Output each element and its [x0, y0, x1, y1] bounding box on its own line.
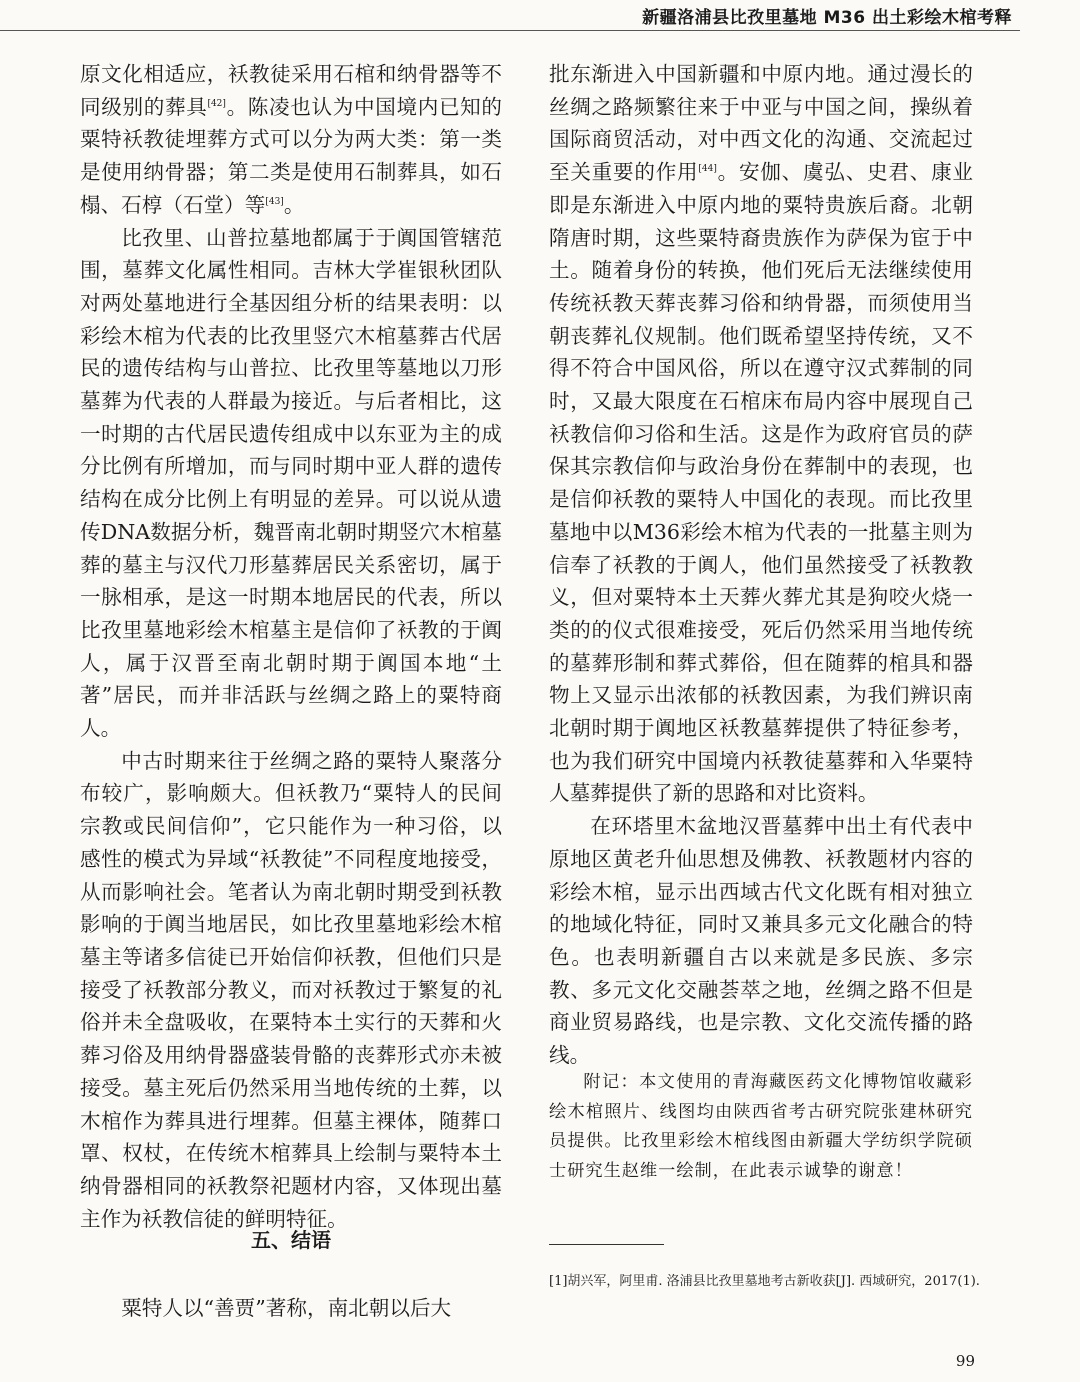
page-number: 99: [955, 1352, 975, 1370]
footnote: [1]胡兴军，阿里甫. 洛浦县比孜里墓地考古新收获[J]. 西域研究，2017(1).: [549, 1274, 980, 1289]
left-paragraph-2: 比孜里、山普拉墓地都属于于阗国管辖范围，墓葬文化属性相同。吉林大学崔银秋团队对两处墓地进行全基因组分析的结果表明：以彩绘木棺为代表的比孜里竖穴木棺墓葬古代居民的遗传结构与山普拉、比孜里等墓地以刀形墓葬为代表的人群最为接近。与后者相比，这一时期的古代居民遗传组成中以东亚为主的成分比例有所增加，而与同时期中亚人群的遗传结构在成分比例上有明显的差异。可以说从遗传DNA数据分析，魏晋南北朝时期竖穴木棺墓葬的墓主与汉代刀形墓葬居民关系密切，属于一脉相承，是这一时期本地居民的代表，所以比孜里墓地彩绘木棺墓主是信仰了袄教的于阗人，属于汉晋至南北朝时期于阗国本地“土著”居民，而并非活跃与丝绸之路上的粟特商人。: [80, 225, 502, 741]
paragraph-text: 。: [283, 192, 305, 217]
right-column: [549, 58, 973, 1072]
paragraph-text: 批东渐进入中国新疆和中原内地。通过漫长的丝绸之路频繁往来于中亚与中国之间，操纵着国际商贸活动，对中西文化的沟通、交流起过至关重要的作用: [549, 62, 973, 185]
citation-ref: [44]: [698, 164, 717, 175]
left-paragraph-3: 中古时期来往于丝绸之路的粟特人聚落分布较广，影响颇大。但袄教乃“粟特人的民间宗教或民间信仰”，它只能作为一种习俗，以感性的模式为异域“袄教徒”不同程度地接受，从而影响社会。笔者认为南北朝时期受到袄教影响的于阗当地居民，如比孜里墓地彩绘木棺墓主等诸多信徒已开始信仰袄教，但他们只是接受了袄教部分教义，而对袄教过于繁复的礼俗并未全盘吸收，在粟特本土实行的天葬和火葬习俗及用纳骨器盛装骨骼的丧葬形式亦未被接受。墓主死后仍然采用当地传统的土葬，以木棺作为葬具进行埋葬。但墓主裸体，随葬口罩、权杖，在传统木棺葬具上绘制与粟特本土纳骨器相同的袄教祭祀题材内容，又体现出墓主作为袄教信徒的鲜明特征。: [80, 748, 502, 1231]
running-title: 新疆洛浦县比孜里墓地 M36 出土彩绘木棺考释: [642, 8, 1012, 28]
header-rule: [0, 30, 1020, 31]
acknowledgement-note: 附记：本文使用的青海藏医药文化博物馆收藏彩绘木棺照片、线图均由陕西省考古研究院张建林研究员提供。比孜里彩绘木棺线图由新疆大学纺织学院硕士研究生赵维一绘制，在此表示诚挚的谢意！: [549, 1072, 973, 1181]
left-paragraph-4-container: [80, 1292, 502, 1325]
right-paragraph-2: 在环塔里木盆地汉晋墓葬中出土有代表中原地区黄老升仙思想及佛教、袄教题材内容的彩绘木棺，显示出西域古代文化既有相对独立的地域化特征，同时又兼具多元文化融合的特色。也表明新疆自古以来就是多民族、多宗教、多元文化交融荟萃之地，丝绸之路不但是商业贸易路线，也是宗教、文化交流传播的路线。: [549, 814, 973, 1068]
paragraph-text: 。安伽、虞弘、史君、康业即是东渐进入中原内地的粟特贵族后裔。北朝隋唐时期，这些粟特裔贵族作为萨保为宦于中土。随着身份的转换，他们死后无法继续使用传统袄教天葬丧葬习俗和纳骨器，而须使用当朝丧葬礼仪规制。他们既希望坚持传统，又不得不符合中国风俗，所以在遵守汉式葬制的同时，又最大限度在石棺床布局内容中展现自己袄教信仰习俗和生活。这是作为政府官员的萨保其宗教信仰与政治身份在葬制中的表现，也是信仰袄教的粟特人中国化的表现。而比孜里墓地中以M36彩绘木棺为代表的一批墓主则为信奉了袄教的于阗人，他们虽然接受了袄教教义，但对粟特本土天葬火葬尤其是狗咬火烧一类的的仪式很难接受，死后仍然采用当地传统的墓葬形制和葬式葬俗，但在随葬的棺具和器物上又显示出浓郁的袄教因素，为我们辨识南北朝时期于阗地区袄教墓葬提供了特征参考，也为我们研究中国境内袄教徒墓葬和入华粟特人墓葬提供了新的思路和对比资料。: [549, 160, 974, 806]
section-heading-conclusion: 五、结语: [251, 1228, 331, 1252]
citation-ref: [43]: [265, 196, 284, 207]
left-paragraph-4: 粟特人以“善贾”著称，南北朝以后大: [121, 1296, 452, 1320]
left-paragraph-1: [80, 58, 502, 222]
footnote-divider: [549, 1244, 664, 1245]
paragraph-text: 。陈凌也认为中国境内已知的粟特袄教徒埋葬方式可以分为两大类：第一类是使用纳骨器；第二类是使用石制葬具，如石榻、石椁（石堂）等: [80, 94, 503, 217]
paragraph-text: 原文化相适应，袄教徒采用石棺和纳骨器等不同级别的葬具: [80, 62, 502, 119]
right-paragraph-1: [549, 58, 973, 810]
citation-ref: [42]: [207, 98, 226, 109]
left-column: [80, 58, 502, 1235]
